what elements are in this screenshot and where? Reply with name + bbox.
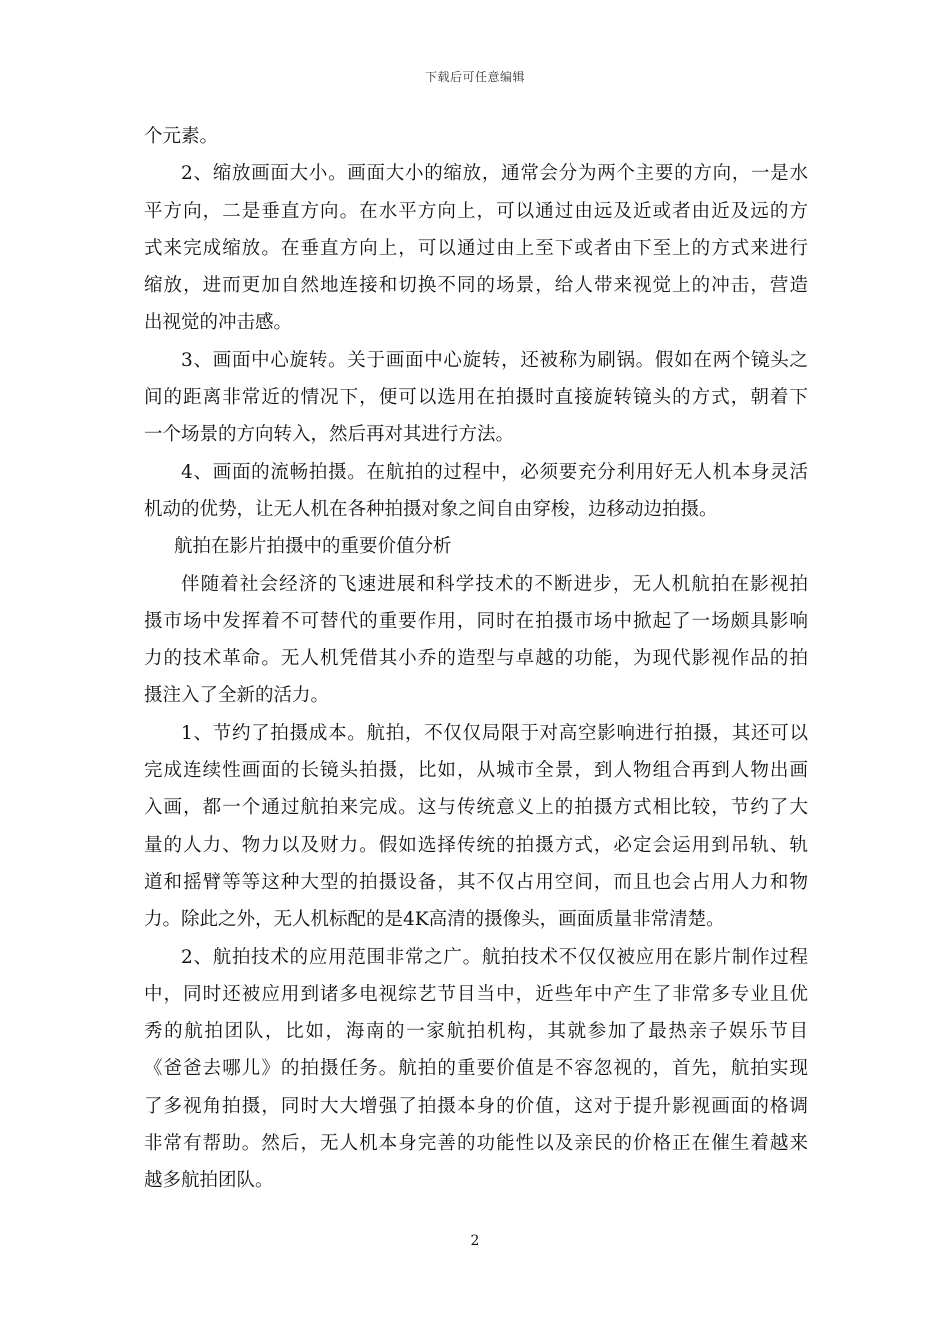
- section-heading: 航拍在影片拍摄中的重要价值分析: [174, 536, 452, 558]
- text-line: 3、画面中心旋转。关于画面中心旋转，还被称为刷锅。假如在两个镜头之: [181, 349, 808, 371]
- text-line: 出视觉的冲击感。: [144, 312, 293, 334]
- text-line: 入画，都一个通过航拍来完成。这与传统意义上的拍摄方式相比较，节约了大: [144, 797, 808, 819]
- text-line: 机动的优势，让无人机在各种拍摄对象之间自由穿梭，边移动边拍摄。: [144, 498, 718, 520]
- text-line: 道和摇臂等等这种大型的拍摄设备，其不仅占用空间，而且也会占用人力和物: [144, 871, 808, 893]
- text-line: 非常有帮助。然后，无人机本身完善的功能性以及亲民的价格正在催生着越来: [144, 1133, 808, 1155]
- text-line: 秀的航拍团队，比如，海南的一家航拍机构，其就参加了最热亲子娱乐节目: [144, 1021, 808, 1043]
- text-line: 量的人力、物力以及财力。假如选择传统的拍摄方式，必定会运用到吊轨、轨: [144, 834, 808, 856]
- page-number: 2: [470, 1233, 480, 1249]
- text-line: 2、缩放画面大小。画面大小的缩放，通常会分为两个主要的方向，一是水: [181, 163, 808, 185]
- text-line: 1、节约了拍摄成本。航拍，不仅仅局限于对高空影响进行拍摄，其还可以: [181, 722, 808, 744]
- text-line: 2、航拍技术的应用范围非常之广。航拍技术不仅仅被应用在影片制作过程: [181, 946, 808, 968]
- text-line: 中，同时还被应用到诸多电视综艺节目当中，近些年中产生了非常多专业且优: [144, 983, 808, 1005]
- text-line: 越多航拍团队。: [144, 1170, 274, 1192]
- text-line: 力的技术革命。无人机凭借其小乔的造型与卓越的功能，为现代影视作品的拍: [144, 648, 808, 670]
- text-line: 缩放，进而更加自然地连接和切换不同的场景，给人带来视觉上的冲击，营造: [144, 275, 808, 297]
- text-line: 式来完成缩放。在垂直方向上，可以通过由上至下或者由下至上的方式来进行: [144, 237, 808, 259]
- text-line: 4、画面的流畅拍摄。在航拍的过程中，必须要充分利用好无人机本身灵活: [181, 461, 808, 483]
- text-line: 摄注入了全新的活力。: [144, 685, 330, 707]
- text-line: 平方向，二是垂直方向。在水平方向上，可以通过由远及近或者由近及远的方: [144, 200, 808, 222]
- text-line: 完成连续性画面的长镜头拍摄，比如，从城市全景，到人物组合再到人物出画: [144, 760, 808, 782]
- text-line: 了多视角拍摄，同时大大增强了拍摄本身的价值，这对于提升影视画面的格调: [144, 1095, 808, 1117]
- text-line: 个元素。: [144, 126, 219, 147]
- text-line: 伴随着社会经济的飞速进展和科学技术的不断进步，无人机航拍在影视拍: [181, 573, 808, 595]
- text-line: 间的距离非常近的情况下，便可以选用在拍摄时直接旋转镜头的方式，朝着下: [144, 387, 808, 409]
- header-note: 下载后可任意编辑: [424, 70, 525, 84]
- body-text: [144, 118, 808, 1200]
- text-line: 《爸爸去哪儿》的拍摄任务。航拍的重要价值是不容忽视的，首先，航拍实现: [144, 1058, 808, 1080]
- text-line: 力。除此之外，无人机标配的是4K高清的摄像头，画面质量非常清楚。: [144, 909, 725, 931]
- text-line: 一个场景的方向转入，然后再对其进行方法。: [144, 424, 515, 446]
- text-line: 摄市场中发挥着不可替代的重要作用，同时在拍摄市场中掀起了一场颇具影响: [144, 610, 808, 632]
